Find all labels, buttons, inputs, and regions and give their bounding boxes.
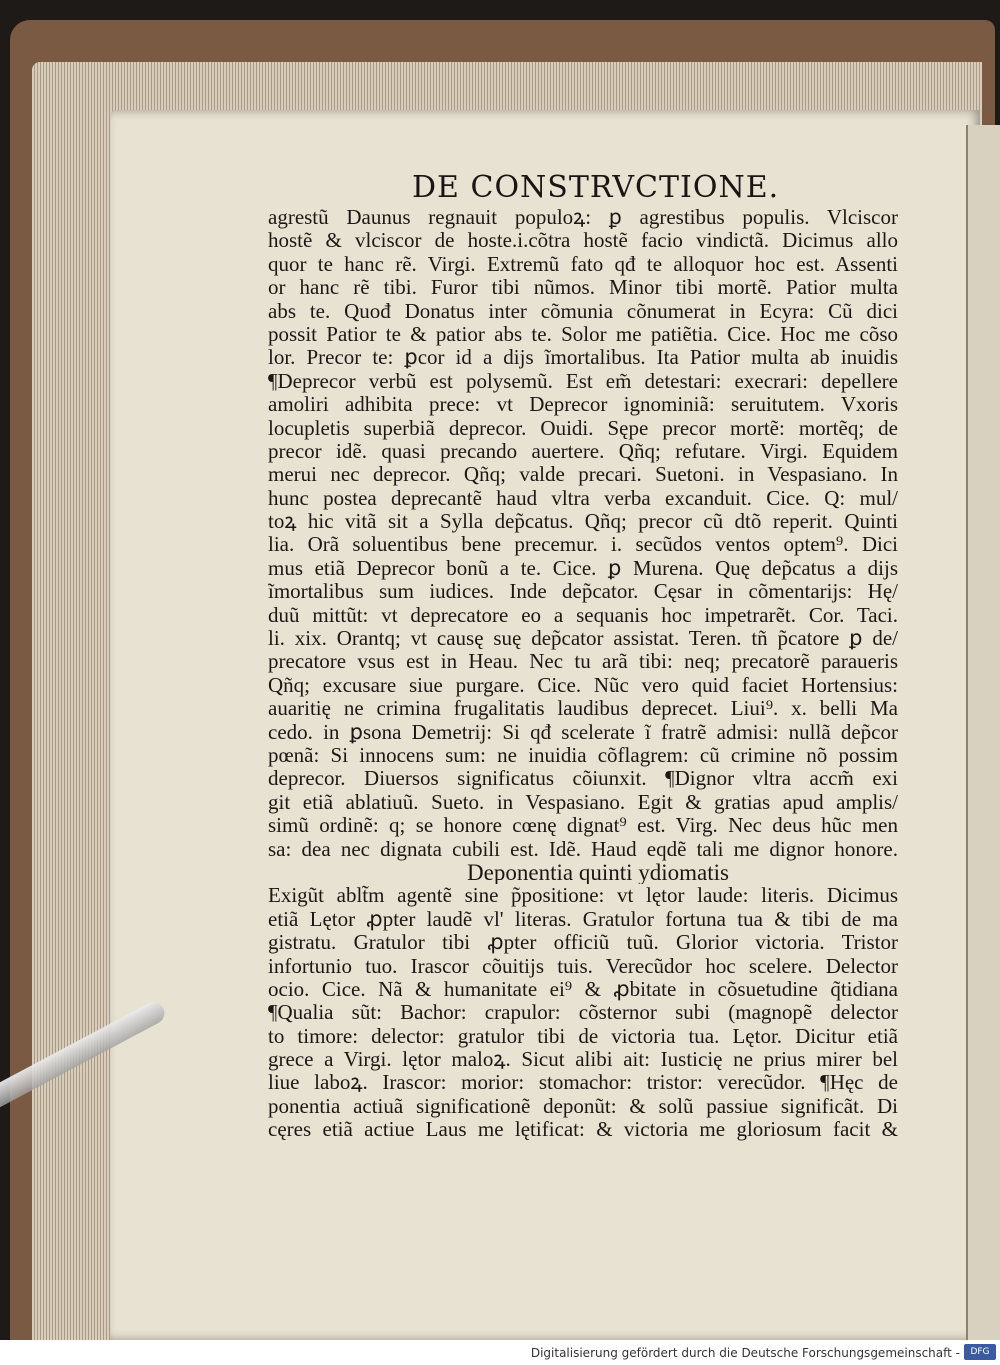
paragraph-block (268, 206, 898, 861)
text-line: li. xix. Orantq; vt causę suę dep̃cator assistat. Teren. tñ p̃catore ꝑ de/ (268, 627, 898, 651)
text-line: sa: dea nec dignata cubili est. Idẽ. Haud eqdẽ tali me dignor honore. (268, 837, 898, 861)
text-line: grece a Virgi. lętor maloꝝ. Sicut alibi ait: Iusticię ne prius mirer bel (268, 1048, 898, 1072)
text-line: git etiã ablatiuũ. Sueto. in Vespasiano. Egit & gratias apud amplis/ (268, 790, 898, 814)
text-line: precatore vsus est in Heau. Nec tu arã tibi: neq; precatorẽ paraueris (268, 650, 898, 674)
facing-page-edge (966, 125, 1000, 1340)
text-line: Qñq; excusare siue purgare. Cice. Nũc vero quid faciet Hortensius: (268, 673, 898, 697)
text-block (268, 206, 898, 1142)
text-line: amoliri adhibita prece: vt Deprecor ignominiã: seruitutem. Vxoris (268, 393, 898, 417)
text-line: etiã Lętor ꝓpter laudẽ vl' literas. Gratulor fortuna tua & tibi de ma (268, 907, 898, 931)
text-line: gistratu. Gratulor tibi ꝓpter officiũ tuũ. Glorior victoria. Tristor (268, 931, 898, 955)
text-line: merui nec deprecor. Qñq; valde precari. Suetoni. in Vespasiano. In (268, 463, 898, 487)
section-heading: Deponentia quinti ydiomatis (467, 860, 729, 885)
text-line: auaritię ne crimina frugalitatis laudibus deprecet. Liui⁹. x. belli Ma (268, 697, 898, 721)
text-line: hostẽ & vlciscor de hoste.i.cõtra hostẽ facio vindictã. Dicimus allo (268, 229, 898, 253)
text-line: to timore: delector: gratulor tibi de victoria tua. Lętor. Dicitur etiã (268, 1024, 898, 1048)
footer-credit: Digitalisierung gefördert durch die Deutsche Forschungsgemeinschaft - (530, 1346, 960, 1360)
text-line: agrestũ Daunus regnauit populoꝝ: ꝑ agrestibus populis. Vlciscor (268, 206, 898, 229)
dfg-logo: DFG (964, 1344, 996, 1360)
text-line: infortunio tuo. Irascor cõuitijs tuis. Verecũdor hoc scelere. Delector (268, 954, 898, 978)
text-line: deprecor. Diuersos significatus cõiunxit. ¶Dignor vltra accm̃ exi (268, 767, 898, 791)
text-line: abs te. Quođ Donatus inter cõmunia cõnumerat in Ecyra: Cũ dici (268, 299, 898, 323)
text-line: lia. Orã soluentibus bene precemur. i. secũdos ventos optem⁹. Dici (268, 533, 898, 557)
text-line: cęres etiã actiue Laus me lętificat: & victoria me gloriosum facit & (268, 1118, 898, 1142)
text-line: ¶Qualia sũt: Bachor: crapulor: cõsternor subi (magnopẽ delector (268, 1001, 898, 1025)
text-line: quor te hanc rẽ. Virgi. Extremũ fato qđ te alloquor hoc est. Assenti (268, 252, 898, 276)
text-line: ¶Deprecor verbũ est polysemũ. Est em̃ detestari: execrari: depellere (268, 369, 898, 393)
text-line: ocio. Cice. Nã & humanitate ei⁹ & ꝓbitate in cõsuetudine q̃tidiana (268, 977, 898, 1001)
text-line: Exigũt ablt̃m agentẽ sine p̃positione: vt lętor laude: literis. Dicimus (268, 884, 898, 908)
paragraph-block (268, 884, 898, 1141)
running-head: DE CONSTRVCTIONE. (412, 170, 780, 205)
text-line: cedo. in ꝑsona Demetrij: Si qđ scelerate ĩ fratrẽ admisi: nullã dep̃cor (268, 720, 898, 744)
text-line: lor. Precor te: ꝑcor id a dijs ĩmortalibus. Ita Patior multa ab inuidis (268, 346, 898, 370)
text-line: ĩmortalibus sum iudices. Inde dep̃cator. Cęsar in cõmentarijs: Hę/ (268, 580, 898, 604)
text-line: simũ ordinẽ: q; se honore cœnę dignat⁹ est. Virg. Nec deus hũc men (268, 814, 898, 838)
text-line: toꝝ hic vitã sit a Sylla dep̃catus. Qñq; precor cũ dtõ reperit. Quinti (268, 510, 898, 534)
text-line: pœnã: Si innocens sum: ne inuidia cõflagrem: cũ crimine nõ possim (268, 743, 898, 767)
text-line: locupletis superbiã deprecor. Ouidi. Sępe precor mortẽ: mortẽq; de (268, 416, 898, 440)
text-line: or hanc rẽ tibi. Furor tibi nũmos. Minor tibi mortẽ. Patior multa (268, 276, 898, 300)
text-line: duũ mittũt: vt deprecatore eo a sequanis hoc impetrarẽt. Cor. Taci. (268, 603, 898, 627)
text-line: liue laboꝝ. Irascor: morior: stomachor: tristor: verecũdor. ¶Hęc de (268, 1071, 898, 1095)
footer-bar (0, 1340, 1000, 1365)
text-line: mus etiã Deprecor bonũ a te. Cice. ꝑ Murena. Quę dep̃catus a dijs (268, 556, 898, 580)
text-line: hunc postea deprecantẽ haud vltra verba excanduit. Cice. Q: mul/ (268, 486, 898, 510)
text-line: possit Patior te & patior abs te. Solor me patiẽtia. Cice. Hoc me cõso (268, 322, 898, 346)
text-line: precor idẽ. quasi precando auertere. Qñq; refutare. Virgi. Equidem (268, 439, 898, 463)
text-line: ponentia actiuã significationẽ deponũt: & solũ passiue significãt. Di (268, 1094, 898, 1118)
